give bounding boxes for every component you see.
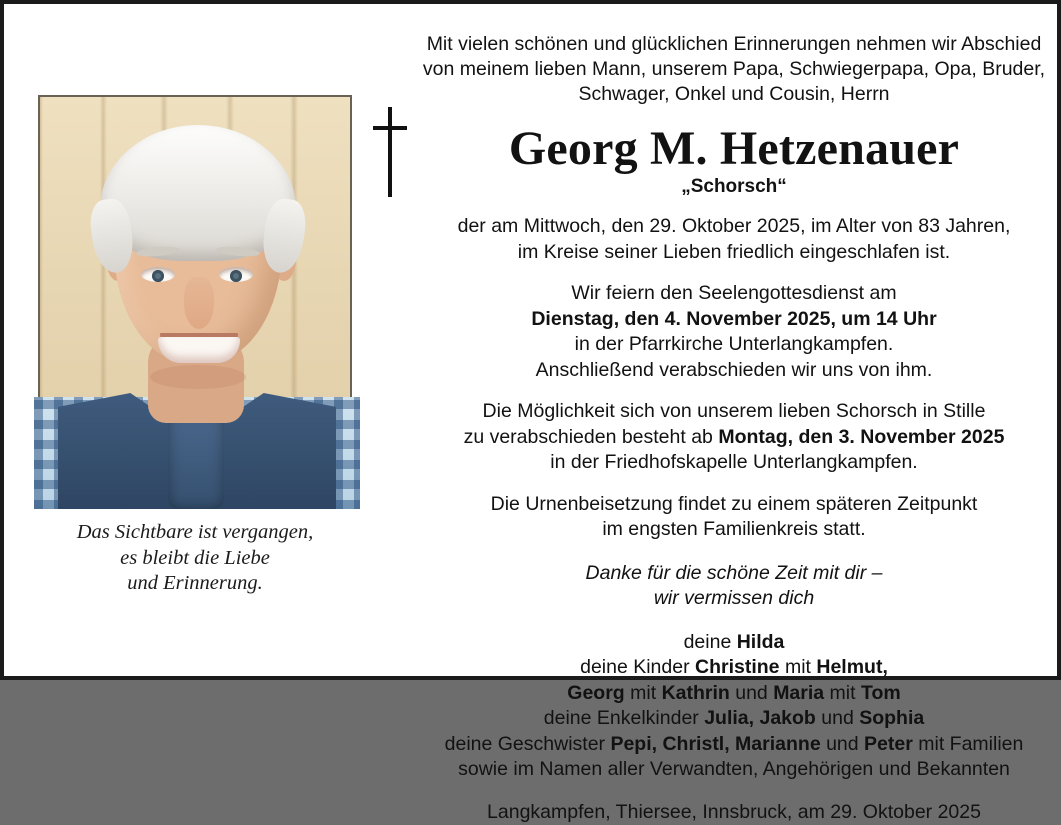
farewell-line-3: in der Friedhofskapelle Unterlangkampfen. — [550, 451, 918, 473]
family-name-georg: Georg — [567, 681, 625, 704]
cross-horizontal-bar — [373, 126, 407, 130]
vest-fold — [168, 413, 224, 509]
family-l4-prefix: deine Enkelkinder — [543, 707, 705, 729]
family-l5-mid: und — [820, 732, 865, 755]
family-l5-prefix: deine Geschwister — [444, 732, 611, 755]
family-name-julia-jakob: Julia, Jakob — [704, 707, 816, 729]
smiling-mouth — [158, 337, 240, 363]
photo-caption-line-3: und Erinnerung. — [127, 572, 263, 594]
death-paragraph — [420, 214, 1048, 265]
chin-shadow — [150, 365, 246, 389]
hair — [100, 125, 296, 261]
nose — [184, 277, 214, 329]
family-line-siblings — [420, 732, 1048, 758]
family-l4-mid: und — [815, 707, 860, 729]
farewell-paragraph — [420, 399, 1048, 476]
farewell-date: Montag, den 3. November 2025 — [718, 425, 1005, 448]
family-line-relatives: sowie im Namen aller Verwandten, Angehörigen und Bekannten — [458, 758, 1010, 780]
burial-line-1: Die Urnenbeisetzung findet zu einem späteren Zeitpunkt — [490, 492, 978, 515]
portrait-illustration — [40, 97, 350, 501]
pupil-right — [230, 270, 242, 282]
burial-paragraph — [420, 492, 1048, 543]
intro-line-3: Schwager, Onkel und Cousin, Herrn — [578, 83, 890, 105]
verse-line-1: Danke für die schöne Zeit mit dir – — [585, 561, 883, 584]
family-l5-suffix: mit Familien — [912, 732, 1024, 755]
service-paragraph — [420, 281, 1048, 383]
farewell-line-1: Die Möglichkeit sich von unserem lieben Schorsch in Stille — [482, 400, 986, 422]
family-name-siblings: Pepi, Christl, Marianne — [610, 732, 821, 755]
intro-line-1: Mit vielen schönen und glücklichen Erinnerungen nehmen wir Abschied — [426, 33, 1042, 55]
service-line-4: Anschließend verabschieden wir uns von ihm. — [535, 358, 933, 381]
family-l3-mid2: und — [729, 681, 774, 704]
pupil-left — [152, 270, 164, 282]
eye-right — [219, 267, 253, 282]
service-datetime: Dienstag, den 4. November 2025, um 14 Uhr — [531, 307, 937, 330]
farewell-line-2-prefix: zu verabschieden besteht ab — [463, 425, 719, 448]
family-l3-mid3: mit — [824, 681, 861, 704]
family-name-tom: Tom — [860, 681, 901, 704]
place-and-date: Langkampfen, Thiersee, Innsbruck, am 29. Oktober 2025 — [487, 800, 981, 823]
family-list — [420, 630, 1048, 783]
service-line-3: in der Pfarrkirche Unterlangkampfen. — [574, 333, 894, 355]
family-name-christine: Christine — [695, 656, 780, 678]
text-column — [420, 32, 1048, 825]
death-line-1: der am Mittwoch, den 29. Oktober 2025, im Alter von 83 Jahren, — [457, 215, 1011, 237]
photo-caption-line-2: es bleibt die Liebe — [120, 546, 270, 569]
family-line-children-1 — [420, 655, 1048, 681]
family-name-sophia: Sophia — [859, 707, 925, 729]
family-line-widow — [420, 630, 1048, 656]
photo-column — [38, 95, 360, 597]
family-l2-prefix: deine Kinder — [580, 656, 696, 678]
verse-paragraph — [420, 561, 1048, 612]
farewell-line-2 — [420, 425, 1048, 451]
verse-line-2: wir vermissen dich — [653, 587, 815, 609]
family-name-peter: Peter — [864, 732, 913, 755]
family-name-helmut: Helmut, — [816, 656, 888, 678]
deceased-nickname: „Schorsch“ — [681, 176, 787, 197]
service-line-2 — [420, 307, 1048, 333]
burial-line-2: im engsten Familienkreis statt. — [602, 518, 866, 540]
intro-line-2: von meinem lieben Mann, unserem Papa, Schwiegerpapa, Opa, Bruder, — [422, 58, 1046, 80]
family-name-kathrin: Kathrin — [661, 681, 730, 704]
photo-caption — [38, 520, 352, 597]
cross-vertical-bar — [388, 107, 392, 197]
eye-left — [141, 267, 175, 282]
portrait-photo — [38, 95, 352, 503]
deceased-name: Georg M. Hetzenauer — [508, 122, 960, 175]
intro-paragraph — [420, 32, 1048, 107]
family-l2-mid: mit — [779, 656, 817, 678]
family-l3-mid1: mit — [624, 681, 662, 704]
death-line-2: im Kreise seiner Lieben friedlich eingeschlafen ist. — [517, 240, 951, 263]
family-name-maria: Maria — [773, 681, 825, 704]
family-name-hilda: Hilda — [736, 630, 785, 653]
service-line-1: Wir feiern den Seelengottesdienst am — [571, 282, 897, 304]
family-line-children-2 — [420, 681, 1048, 707]
family-line-grandchildren — [420, 706, 1048, 732]
family-l1-prefix: deine — [683, 630, 737, 653]
photo-caption-line-1: Das Sichtbare ist vergangen, — [76, 521, 314, 543]
